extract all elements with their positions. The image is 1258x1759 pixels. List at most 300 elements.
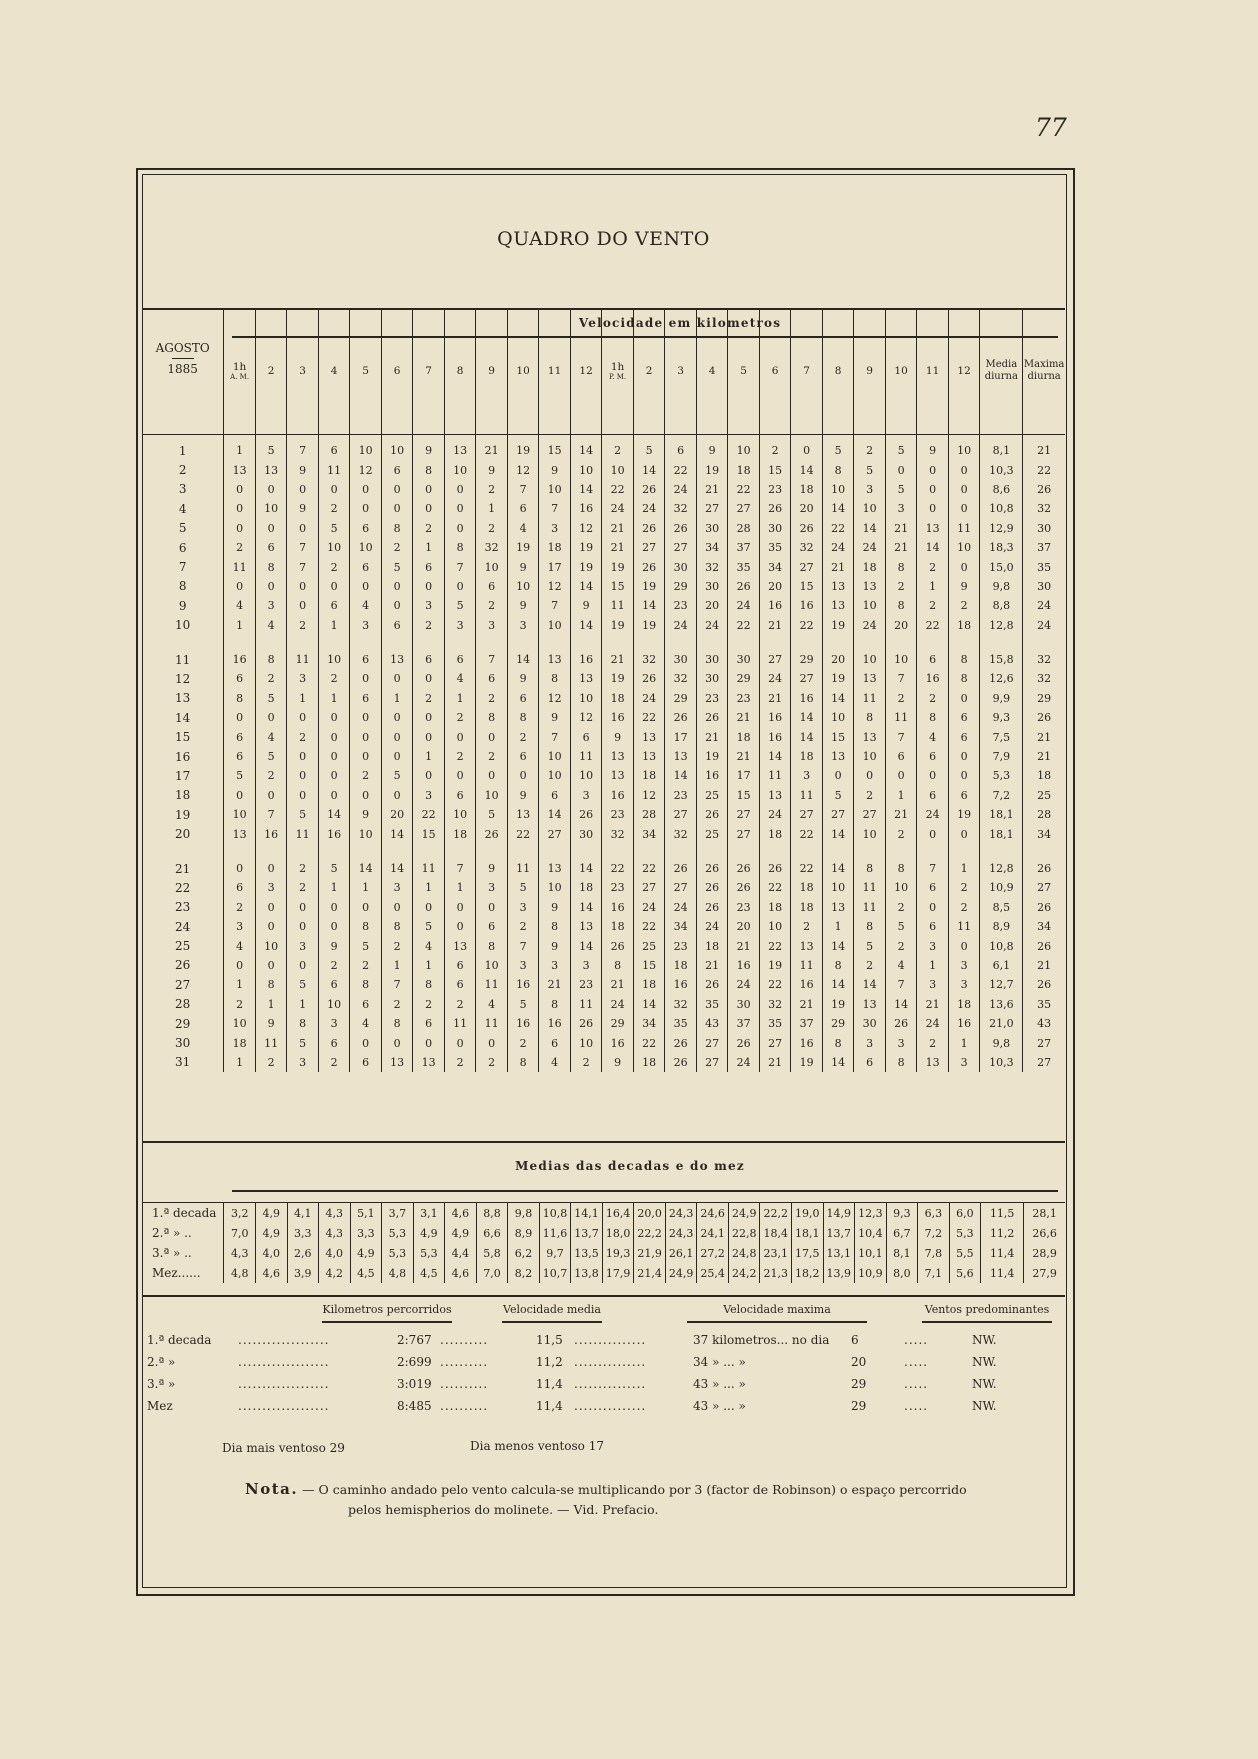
hour-value: 2 <box>476 1053 508 1072</box>
gap-cell <box>1023 635 1065 650</box>
average-value: 22,2 <box>634 1223 666 1243</box>
hour-value: 8 <box>350 917 382 936</box>
hour-value: 1 <box>476 499 508 518</box>
hour-value: 8 <box>854 917 886 936</box>
hour-value: 26 <box>665 519 697 538</box>
hour-value: 26 <box>759 499 791 518</box>
hour-value: 3 <box>255 596 287 615</box>
hour-value: 10 <box>476 786 508 805</box>
media-value: 18,1 <box>980 824 1023 843</box>
hour-value: 10 <box>948 538 980 557</box>
average-value: 23,1 <box>760 1243 792 1263</box>
hour-value: 8 <box>822 1033 854 1052</box>
hour-value: 24 <box>633 898 665 917</box>
hour-value: 24 <box>665 480 697 499</box>
hour-value: 5 <box>255 689 287 708</box>
hour-value: 1 <box>224 616 256 635</box>
media-value: 9,9 <box>980 689 1023 708</box>
hour-label: 9 <box>866 365 873 377</box>
hour-value: 15 <box>822 727 854 746</box>
average-media: 11,4 <box>981 1263 1024 1283</box>
average-value: 7,0 <box>476 1263 508 1283</box>
average-value: 3,2 <box>224 1203 256 1224</box>
velocity-caption: Velocidade em kilometros <box>578 316 782 330</box>
hour-header-am-1 <box>224 308 256 435</box>
hour-value: 3 <box>287 1053 319 1072</box>
hour-value: 3 <box>539 519 571 538</box>
gap-cell <box>728 635 760 650</box>
day-cell: 13 <box>175 691 191 706</box>
km-value: 2:767 <box>397 1333 432 1347</box>
average-value: 5,3 <box>382 1223 414 1243</box>
average-value: 13,5 <box>571 1243 603 1263</box>
hour-value: 9 <box>602 727 634 746</box>
hour-value: 10 <box>507 577 539 596</box>
average-value: 14,9 <box>823 1203 855 1224</box>
hour-value: 6 <box>539 786 571 805</box>
hour-header-pm-4 <box>696 308 728 435</box>
averages-caption-swoosh <box>232 1190 1058 1192</box>
average-value: 6,0 <box>949 1203 981 1224</box>
hour-value: 22 <box>822 519 854 538</box>
hour-value: 13 <box>602 766 634 785</box>
average-max: 27,9 <box>1024 1263 1065 1283</box>
average-value: 4,5 <box>413 1263 445 1283</box>
hour-value: 13 <box>633 727 665 746</box>
max-value: 18 <box>1023 766 1065 785</box>
hour-value: 6 <box>318 1033 350 1052</box>
gap-cell <box>476 844 508 859</box>
hour-value: 6 <box>224 747 256 766</box>
max-value: 34 <box>1023 824 1065 843</box>
hour-value: 8 <box>539 995 571 1014</box>
hour-value: 34 <box>696 538 728 557</box>
hour-value: 0 <box>381 1033 413 1052</box>
hour-value: 24 <box>728 975 760 994</box>
day-cell: 29 <box>175 1016 191 1031</box>
hour-value: 11 <box>570 995 602 1014</box>
note-label: Nota. <box>245 1480 299 1498</box>
gap-cell <box>854 844 886 859</box>
hour-value: 21 <box>759 616 791 635</box>
hour-value: 19 <box>948 805 980 824</box>
hour-value: 10 <box>570 766 602 785</box>
hour-value: 37 <box>791 1014 823 1033</box>
average-value: 6,3 <box>918 1203 950 1224</box>
hour-value: 2 <box>318 1053 350 1072</box>
hour-value: 18 <box>948 995 980 1014</box>
gap-cell <box>413 844 445 859</box>
hour-label: 12 <box>579 365 593 377</box>
hour-value: 14 <box>381 824 413 843</box>
hour-value: 14 <box>791 460 823 479</box>
hour-value: 10 <box>539 747 571 766</box>
hour-value: 11 <box>287 824 319 843</box>
day-cell: 20 <box>175 827 191 842</box>
hour-value: 24 <box>696 616 728 635</box>
table-row <box>142 747 1065 766</box>
hour-value: 30 <box>728 995 760 1014</box>
media-value: 12,6 <box>980 669 1023 688</box>
table-row <box>142 557 1065 576</box>
hour-header-am-5 <box>350 308 382 435</box>
km-value: 3:019 <box>397 1377 432 1391</box>
hour-value: 6 <box>413 650 445 669</box>
hour-label: 5 <box>740 365 747 377</box>
hour-header-am-7 <box>413 308 445 435</box>
hour-value: 8 <box>381 519 413 538</box>
hour-value: 10 <box>539 480 571 499</box>
gap-cell <box>791 635 823 650</box>
hour-value: 35 <box>759 1014 791 1033</box>
hour-value: 27 <box>696 1053 728 1072</box>
hour-value: 2 <box>444 995 476 1014</box>
hour-value: 3 <box>287 936 319 955</box>
hour-value: 18 <box>791 480 823 499</box>
year-label: 1885 <box>167 362 198 376</box>
hour-value: 4 <box>255 727 287 746</box>
media-value: 8,5 <box>980 898 1023 917</box>
hour-value: 19 <box>696 460 728 479</box>
hour-value: 29 <box>665 689 697 708</box>
hour-value: 10 <box>539 766 571 785</box>
hour-value: 7 <box>539 499 571 518</box>
hour-value: 34 <box>665 917 697 936</box>
hour-label: 9 <box>488 365 495 377</box>
hour-value: 21 <box>885 805 917 824</box>
hour-value: 18 <box>570 878 602 897</box>
hour-value: 29 <box>665 577 697 596</box>
hour-value: 2 <box>350 956 382 975</box>
hour-value: 20 <box>791 499 823 518</box>
average-value: 13,7 <box>823 1223 855 1243</box>
hour-value: 13 <box>570 917 602 936</box>
max-value: 37 <box>1023 538 1065 557</box>
gap-cell <box>696 635 728 650</box>
hour-value: 0 <box>287 898 319 917</box>
max-value: 28 <box>1023 805 1065 824</box>
hour-value: 16 <box>948 1014 980 1033</box>
average-value: 17,5 <box>792 1243 824 1263</box>
hour-value: 7 <box>381 975 413 994</box>
hour-value: 0 <box>287 519 319 538</box>
average-value: 5,3 <box>413 1243 445 1263</box>
gap-cell <box>791 844 823 859</box>
dot-leader: ..... <box>904 1399 929 1413</box>
hour-value: 43 <box>696 1014 728 1033</box>
averages-divider <box>142 1141 1065 1143</box>
day-cell: 12 <box>175 671 191 686</box>
hour-value: 3 <box>507 898 539 917</box>
average-value: 21,3 <box>760 1263 792 1283</box>
max-value: 21 <box>1023 956 1065 975</box>
table-row <box>142 650 1065 669</box>
hour-value: 18 <box>539 538 571 557</box>
hour-value: 1 <box>224 435 256 461</box>
average-value: 6,2 <box>508 1243 540 1263</box>
month-header <box>142 308 224 435</box>
hour-value: 2 <box>885 689 917 708</box>
table-row <box>142 766 1065 785</box>
hour-value: 5 <box>413 917 445 936</box>
hour-value: 2 <box>885 824 917 843</box>
average-value: 19,0 <box>792 1203 824 1224</box>
hour-value: 0 <box>476 1033 508 1052</box>
average-value: 24,9 <box>728 1203 760 1224</box>
average-value: 24,3 <box>665 1223 697 1243</box>
hour-label: 3 <box>677 365 684 377</box>
hour-value: 23 <box>665 786 697 805</box>
hour-value: 10 <box>318 650 350 669</box>
average-value: 10,8 <box>539 1203 571 1224</box>
hour-header-am-3 <box>287 308 319 435</box>
hour-value: 3 <box>917 975 949 994</box>
hour-value: 29 <box>791 650 823 669</box>
hour-value: 10 <box>350 435 382 461</box>
hour-value: 1 <box>444 689 476 708</box>
hour-value: 2 <box>413 519 445 538</box>
hour-value: 35 <box>665 1014 697 1033</box>
hour-value: 4 <box>255 616 287 635</box>
day-cell: 11 <box>175 652 191 667</box>
hour-value: 0 <box>507 766 539 785</box>
hour-value: 35 <box>759 538 791 557</box>
hour-value: 1 <box>917 577 949 596</box>
hour-value: 27 <box>791 557 823 576</box>
table-row <box>142 596 1065 615</box>
hour-value: 2 <box>444 708 476 727</box>
hour-value: 11 <box>476 1014 508 1033</box>
gap-cell <box>444 844 476 859</box>
hour-value: 4 <box>224 596 256 615</box>
hour-value: 13 <box>822 747 854 766</box>
hour-value: 6 <box>224 878 256 897</box>
hour-value: 13 <box>381 650 413 669</box>
hour-value: 26 <box>633 557 665 576</box>
km-header: Kilometros percorridos <box>322 1303 452 1316</box>
table-row <box>142 1014 1065 1033</box>
hour-value: 6 <box>444 650 476 669</box>
hour-value: 8 <box>885 1053 917 1072</box>
media-value: 6,1 <box>980 956 1023 975</box>
gap-cell <box>539 635 571 650</box>
hour-value: 0 <box>224 519 256 538</box>
average-value: 10,9 <box>855 1263 887 1283</box>
day-cell: 26 <box>175 958 191 973</box>
hour-value: 6 <box>318 435 350 461</box>
hour-value: 3 <box>318 1014 350 1033</box>
hour-value: 0 <box>948 766 980 785</box>
media-value: 7,2 <box>980 786 1023 805</box>
hour-value: 0 <box>350 480 382 499</box>
summary-label: 1.ª decada <box>147 1333 212 1347</box>
average-value: 5,6 <box>949 1263 981 1283</box>
average-value: 9,8 <box>508 1203 540 1224</box>
hour-value: 9 <box>476 460 508 479</box>
hour-value: 23 <box>665 936 697 955</box>
hour-value: 10 <box>854 650 886 669</box>
hour-value: 0 <box>413 727 445 746</box>
hour-value: 14 <box>570 898 602 917</box>
hour-value: 2 <box>318 669 350 688</box>
hour-value: 19 <box>696 747 728 766</box>
max-value: 30 <box>1023 577 1065 596</box>
hour-value: 14 <box>791 708 823 727</box>
table-body <box>142 435 1065 1073</box>
hour-value: 5 <box>885 480 917 499</box>
gap-cell <box>917 844 949 859</box>
hour-value: 26 <box>728 878 760 897</box>
average-value: 5,3 <box>382 1243 414 1263</box>
table-row <box>142 435 1065 461</box>
hour-value: 6 <box>539 1033 571 1052</box>
hour-value: 6 <box>854 1053 886 1072</box>
hour-value: 15 <box>633 956 665 975</box>
hour-value: 16 <box>791 689 823 708</box>
hour-header-am-2 <box>255 308 287 435</box>
gap-cell <box>444 635 476 650</box>
hour-label: 8 <box>456 365 464 377</box>
hour-value: 0 <box>255 898 287 917</box>
hour-value: 9 <box>350 805 382 824</box>
average-value: 5,1 <box>350 1203 382 1224</box>
hour-value: 5 <box>318 859 350 878</box>
media-value: 15,8 <box>980 650 1023 669</box>
hour-value: 10 <box>948 435 980 461</box>
average-value: 5,3 <box>949 1223 981 1243</box>
averages-table <box>142 1202 1065 1283</box>
hour-value: 7 <box>885 669 917 688</box>
hour-value: 2 <box>885 577 917 596</box>
hour-value: 4 <box>539 1053 571 1072</box>
hour-value: 2 <box>885 898 917 917</box>
hour-value: 13 <box>224 824 256 843</box>
hour-label: 11 <box>547 365 562 377</box>
hour-header-am-9 <box>476 308 508 435</box>
hour-value: 3 <box>791 766 823 785</box>
max-value: 24 <box>1023 616 1065 635</box>
hour-value: 13 <box>822 898 854 917</box>
hour-value: 2 <box>854 786 886 805</box>
hour-value: 37 <box>728 1014 760 1033</box>
hour-value: 24 <box>602 995 634 1014</box>
hour-value: 0 <box>318 480 350 499</box>
average-value: 13,1 <box>823 1243 855 1263</box>
hour-value: 12 <box>570 708 602 727</box>
day-cell: 16 <box>175 749 191 764</box>
average-value: 26,1 <box>665 1243 697 1263</box>
hour-value: 2 <box>476 747 508 766</box>
hour-label: 7 <box>425 365 432 377</box>
hour-value: 2 <box>791 917 823 936</box>
media-value: 15,0 <box>980 557 1023 576</box>
hour-value: 26 <box>665 1053 697 1072</box>
hour-value: 2 <box>948 898 980 917</box>
hour-label: 3 <box>299 365 306 377</box>
hour-value: 3 <box>948 956 980 975</box>
average-value: 22,2 <box>760 1203 792 1224</box>
day-cell: 10 <box>175 618 191 633</box>
table-row <box>142 460 1065 479</box>
media-value: 9,3 <box>980 708 1023 727</box>
hour-value: 27 <box>665 805 697 824</box>
hour-value: 13 <box>917 519 949 538</box>
hour-value: 22 <box>507 824 539 843</box>
hour-value: 10 <box>539 878 571 897</box>
hour-value: 0 <box>381 669 413 688</box>
hour-header-am-8 <box>444 308 476 435</box>
hour-label: 7 <box>803 365 810 377</box>
hour-value: 26 <box>476 824 508 843</box>
hour-value: 22 <box>791 824 823 843</box>
summary-label: Mez <box>147 1399 173 1413</box>
averages-body <box>142 1203 1065 1284</box>
table-row <box>142 480 1065 499</box>
hour-value: 3 <box>570 956 602 975</box>
hour-value: 1 <box>287 689 319 708</box>
average-value: 4,2 <box>319 1263 351 1283</box>
hour-value: 26 <box>791 519 823 538</box>
hour-value: 3 <box>287 669 319 688</box>
average-media: 11,2 <box>981 1223 1024 1243</box>
hour-value: 16 <box>602 898 634 917</box>
hour-value: 2 <box>476 480 508 499</box>
hour-value: 16 <box>759 596 791 615</box>
hour-value: 9 <box>255 1014 287 1033</box>
hour-value: 21 <box>696 727 728 746</box>
hour-value: 6 <box>381 460 413 479</box>
average-value: 4,9 <box>255 1203 287 1224</box>
hour-value: 14 <box>318 805 350 824</box>
hour-value: 18 <box>633 975 665 994</box>
media-value: 5,3 <box>980 766 1023 785</box>
vel-value: 11,4 <box>536 1399 563 1413</box>
hour-value: 0 <box>287 747 319 766</box>
hour-value: 0 <box>948 747 980 766</box>
hour-value: 15 <box>791 577 823 596</box>
hour-value: 22 <box>791 616 823 635</box>
gap-cell <box>381 635 413 650</box>
hour-value: 6 <box>507 689 539 708</box>
average-value: 4,9 <box>445 1223 477 1243</box>
hour-value: 2 <box>507 727 539 746</box>
hour-value: 30 <box>665 557 697 576</box>
hour-value: 24 <box>759 805 791 824</box>
gap-cell <box>1023 844 1065 859</box>
hour-value: 8 <box>885 557 917 576</box>
hour-value: 13 <box>854 995 886 1014</box>
hour-value: 10 <box>476 557 508 576</box>
average-value: 4,8 <box>382 1263 414 1283</box>
hour-value: 3 <box>948 975 980 994</box>
hour-value: 6 <box>948 786 980 805</box>
hour-value: 21 <box>696 480 728 499</box>
hour-value: 16 <box>791 1033 823 1052</box>
table-row <box>142 995 1065 1014</box>
hour-value: 2 <box>917 689 949 708</box>
hour-value: 27 <box>728 805 760 824</box>
hour-value: 8 <box>381 1014 413 1033</box>
table-row <box>142 708 1065 727</box>
vel-value: 11,2 <box>536 1355 563 1369</box>
dot-leader: ..... <box>904 1377 929 1391</box>
hour-value: 29 <box>822 1014 854 1033</box>
hour-value: 19 <box>633 616 665 635</box>
day-cell: 15 <box>175 730 191 745</box>
gap-cell <box>224 635 256 650</box>
hour-value: 10 <box>822 708 854 727</box>
vmax-value: 43 » ... » <box>693 1399 746 1413</box>
